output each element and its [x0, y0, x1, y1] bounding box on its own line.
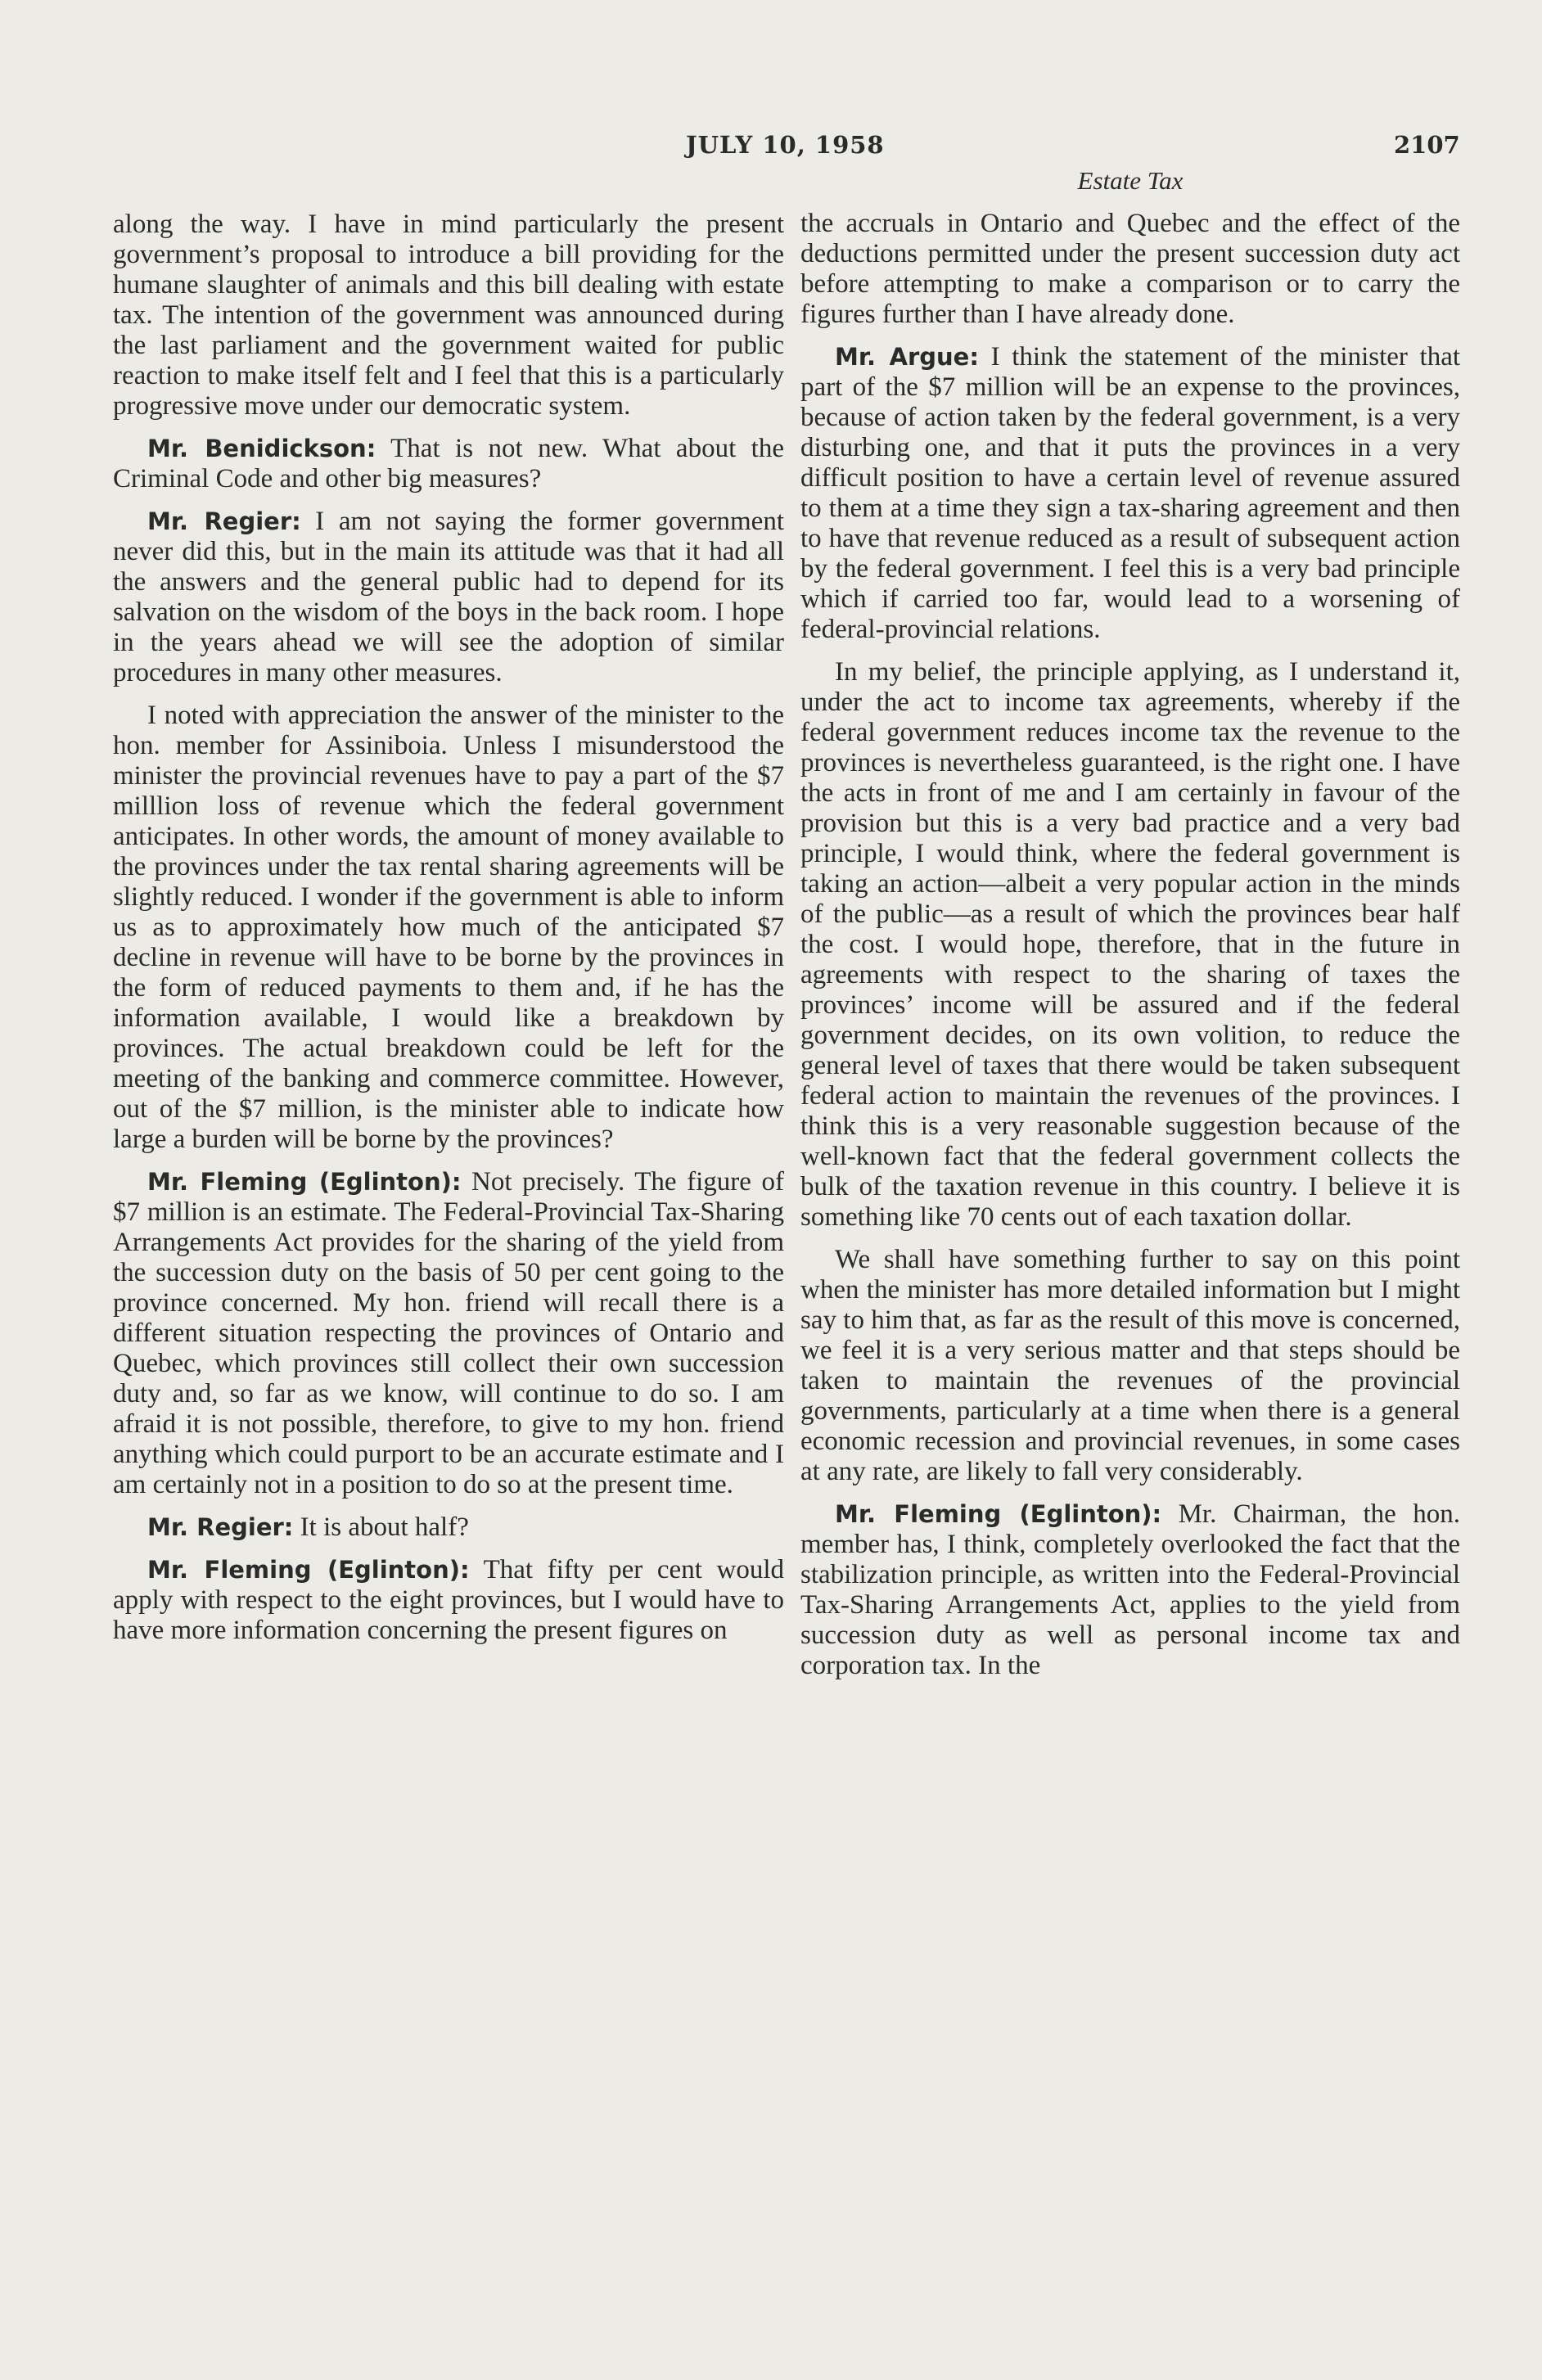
paragraph: I noted with appreciation the answer of the minister to the hon. member for Assiniboia. Unless I misunderstood the minister the provincial revenues have to pay a part of the $7 milllion loss of revenue which the federal government anticipates. In other words, the amount of money available to the provinces under the tax rental sharing agreements will be slightly reduced. I wonder if the government is able to inform us as to approximately how much of the anticipated $7 decline in revenue will have to be borne by the provinces in the form of reduced payments to them and, if he has the information available, I would like a breakdown by provinces. The actual breakdown could be left for the meeting of the banking and commerce committee. However, out of the $7 million, is the minister able to indicate how large a burden will be borne by the provinces? [113, 701, 784, 1154]
speaker-name: Mr. Fleming (Eglinton): [835, 1500, 1162, 1528]
speaker-name: Mr. Fleming (Eglinton): [147, 1168, 462, 1196]
speech-text: That fifty per cent would apply with respect to the eight provinces, but I would have to have more information concerning the present figures on [113, 1555, 784, 1645]
speech [113, 1512, 784, 1543]
speech [800, 1499, 1460, 1681]
speech [113, 434, 784, 494]
paragraph: the accruals in Ontario and Quebec and the effect of the deductions permitted under the present succession duty act before attempting to make a comparison or to carry the figures further than I have already done. [800, 209, 1460, 329]
paragraph: In my belief, the principle applying, as I understand it, under the act to income tax agreements, whereby if the federal government reduces income tax the revenue to the provinces is nevertheless guaranteed, is the right one. I have the acts in front of me and I am certainly in favour of the provision but this is a very bad practice and a very bad principle, I would think, where the federal government is taking an action—albeit a very popular action in the minds of the public—as a result of which the provinces bear half the cost. I would hope, therefore, that in the future in agreements with respect to the sharing of taxes the provinces’ income will be assured and if the federal government decides, on its own volition, to reduce the general level of taxes that there would be taken subsequent federal action to maintain the revenues of the provinces. I think this is a very reasonable suggestion because of the well-known fact that the federal government collects the bulk of the taxation revenue in this country. I believe it is something like 70 cents out of each taxation dollar. [800, 657, 1460, 1232]
speech-text: It is about half? [300, 1512, 469, 1542]
page-number: 2107 [1394, 131, 1460, 159]
header-date: JULY 10, 1958 [686, 131, 885, 159]
speech [113, 1167, 784, 1500]
speech-text: I am not saying the former government never did this, but in the main its attitude was that it had all the answers and the general public had to depend for its salvation on the wisdom of the boys in the back room. I hope in the years ahead we will see the adoption of similar procedures in many other measures. [113, 507, 784, 687]
speaker-name: Mr. Benidickson: [147, 435, 376, 462]
speech [113, 1555, 784, 1646]
speech-text: I think the statement of the minister that part of the $7 million will be an expense to the provinces, because of action taken by the federal government, is a very disturbing one, and that it puts the provinces in a very difficult position to have a certain level of revenue assured to them at a time they sign a tax-sharing agreement and then to have that revenue reduced as a result of subsequent action by the federal government. I feel this is a very bad principle which if carried too far, would lead to a worsening of federal-provincial relations. [800, 342, 1461, 644]
left-column [113, 210, 784, 1658]
speech [800, 342, 1460, 645]
speaker-name: Mr. Fleming (Eglinton): [147, 1556, 470, 1584]
speaker-name: Mr. Regier: [147, 507, 301, 535]
right-column [800, 165, 1460, 1693]
speaker-name: Mr. Argue: [835, 343, 979, 371]
paragraph: along the way. I have in mind particularly the present government’s proposal to introduce a bill providing for the humane slaughter of animals and this bill dealing with estate tax. The intention of the government was announced during the last parliament and the government waited for public reaction to make itself felt and I feel that this is a particularly progressive move under our democratic system. [113, 210, 784, 421]
speech-text: Not precisely. The figure of $7 million is an estimate. The Federal-Provincial Tax-Sharing Arrangements Act provides for the sharing of the yield from the succession duty on the basis of 50 per cent going to the province concerned. My hon. friend will recall there is a different situation respecting the provinces of Ontario and Quebec, which provinces still collect their own succession duty and, so far as we know, will continue to do so. I am afraid it is not possible, therefore, to give to my hon. friend anything which could purport to be an accurate estimate and I am certainly not in a position to do so at the present time. [113, 1167, 784, 1499]
paragraph: We shall have something further to say on this point when the minister has more detailed information but I might say to him that, as far as the result of this move is concerned, we feel it is a very serious matter and that steps should be taken to maintain the revenues of the provincial governments, particularly at a time when there is a general economic recession and provincial revenues, in some cases at any rate, are likely to fall very considerably. [800, 1245, 1460, 1486]
speech-text: Mr. Chairman, the hon. member has, I think, completely overlooked the fact that the stabilization principle, as written into the Federal-Provincial Tax-Sharing Arrangements Act, applies to the yield from succession duty as well as personal income tax and corporation tax. In the [800, 1499, 1460, 1680]
running-title: Estate Tax [1077, 166, 1184, 195]
speaker-name: Mr. Regier: [147, 1513, 294, 1541]
speech [113, 507, 784, 688]
speech-text: That is not new. What about the Criminal Code and other big measures? [113, 434, 784, 494]
